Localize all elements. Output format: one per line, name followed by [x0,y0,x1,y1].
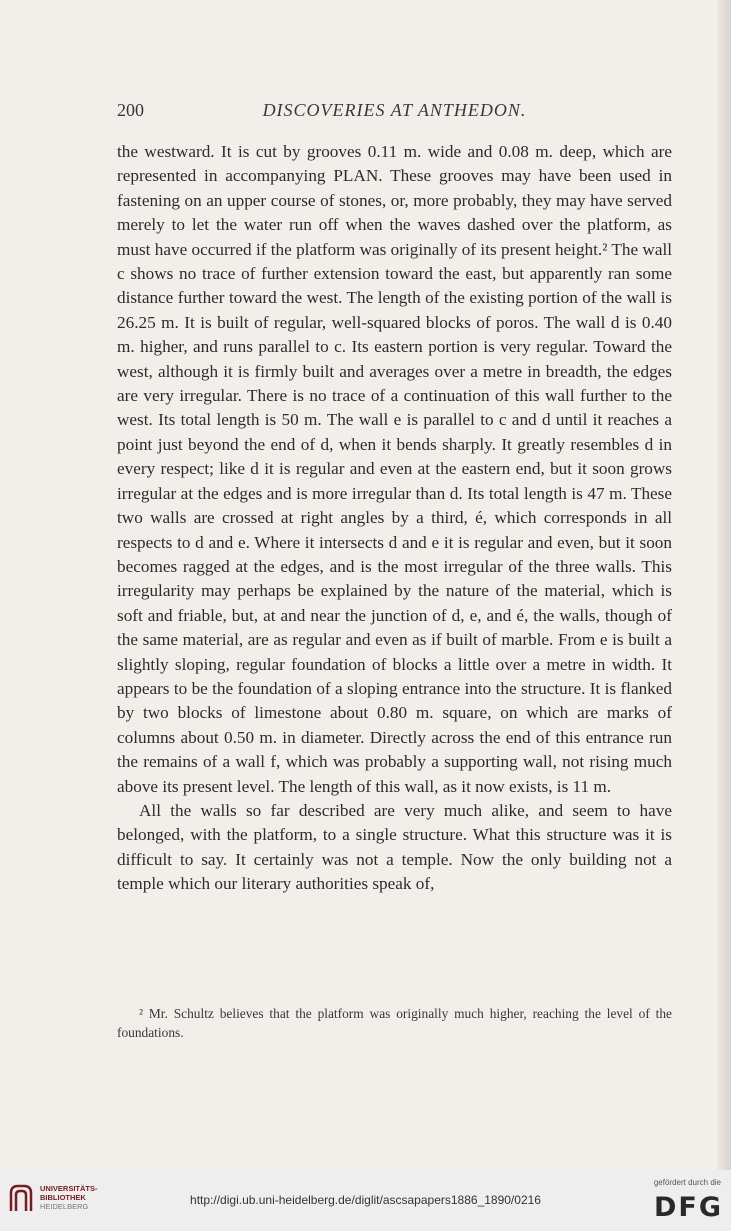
digitization-footer [0,1170,731,1231]
institution-line: HEIDELBERG [40,1202,89,1211]
dfg-logo: DFG [653,1192,723,1223]
page-number: 200 [117,100,144,120]
page-header [117,100,672,124]
source-url-link[interactable]: http://digi.ub.uni-heidelberg.de/diglit/ascsapapers1886_1890/0216 [190,1193,541,1207]
institution-line: BIBLIOTHEK [40,1193,86,1202]
body-text [117,140,672,897]
page-edge-shadow [717,0,731,1170]
paragraph: the westward. It is cut by grooves 0.11 m. wide and 0.08 m. deep, which are represented in accompanying PLAN. These grooves may have been used in fastening on an upper course of stones, or, more probably, they may have served merely to let the water run off when the waves dashed over the platform, as must have occurred if the platform was originally of its present height.² The wall c shows no trace of further extension toward the east, but apparently ran some distance further toward the west. The length of the existing portion of the wall is 26.25 m. It is built of regular, well-squared blocks of poros. The wall d is 0.40 m. higher, and runs parallel to c. Its eastern portion is very regular. Toward the west, although it is firmly built and averages over a metre in breadth, the edges are very irregular. There is no trace of a continuation of this wall further to the west. Its total length is 50 m. The wall e is parallel to c and d until it reaches a point just beyond the end of d, when it bends sharply. It greatly resembles d in every respect; like d it is regular and even at the eastern end, but it soon grows irregular at the edges and is more irregular than d. Its total length is 47 m. These two walls are crossed at right angles by a third, é, which corresponds in all respects to d and e. Where it intersects d and e it is regular and even, but it soon becomes ragged at the edges, and is the most irregular of the three walls. This irregularity may perhaps be explained by the nature of the material, which is soft and friable, but, at and near the junction of d, e, and é, the walls, though of the same material, are as regular and even as if built of marble. From e is built a slightly sloping, regular foundation of blocks a little over a metre in width. It appears to be the foundation of a sloping entrance into the structure. It is flanked by two blocks of limestone about 0.80 m. square, on which are marks of columns about 0.50 m. in diameter. Directly across the end of this entrance run the remains of a wall f, which was probably a supporting wall, not rising much above its present level. The length of this wall, as it now exists, is 11 m. [117,142,672,796]
funded-by-label: gefördert durch die [653,1178,721,1187]
running-title: DISCOVERIES AT ANTHEDON. [262,100,527,120]
paragraph: All the walls so far described are very much alike, and seem to have belonged, with the platform, to a single structure. What this structure was it is difficult to say. It certainly was not a temple. Now the only building not a temple which our literary authorities speak of, [117,800,672,894]
institution-line: UNIVERSITÄTS- [40,1184,98,1193]
footnote: ² Mr. Schultz believes that the platform was originally much higher, reaching the level of the foundations. [117,1006,672,1040]
